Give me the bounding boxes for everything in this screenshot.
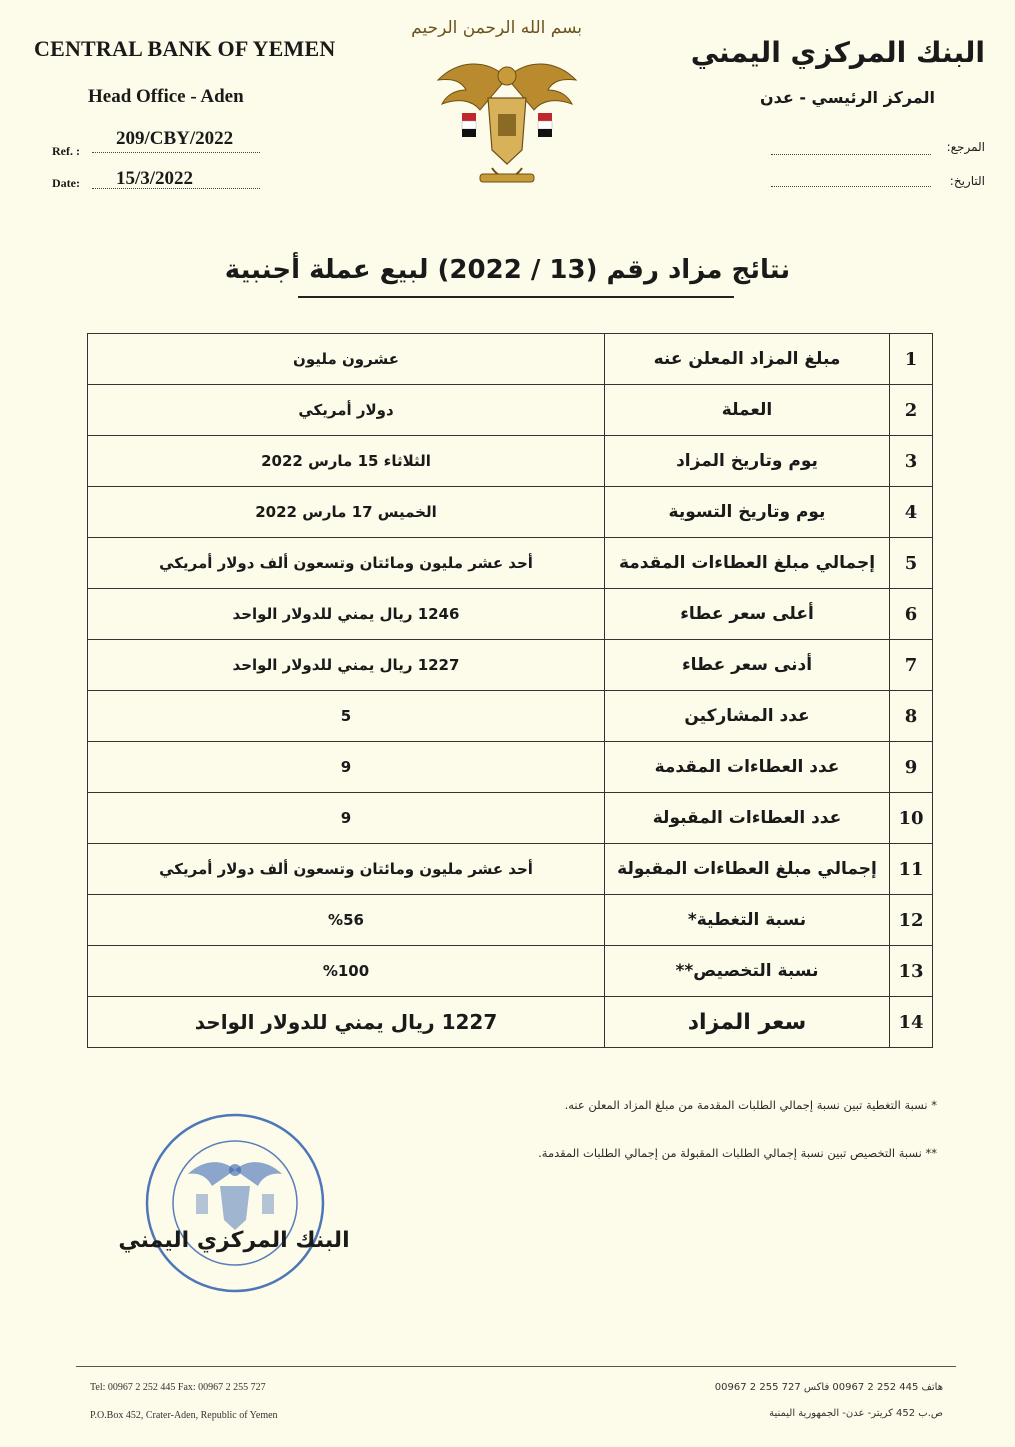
- row-number: 4: [890, 487, 933, 538]
- row-value: الخميس 17 مارس 2022: [88, 487, 605, 538]
- row-number: 8: [890, 691, 933, 742]
- row-label: يوم وتاريخ التسوية: [605, 487, 890, 538]
- row-value: 1227 ريال يمني للدولار الواحد: [88, 640, 605, 691]
- row-number: 5: [890, 538, 933, 589]
- row-label: أدنى سعر عطاء: [605, 640, 890, 691]
- footer-divider: [76, 1366, 956, 1367]
- office-arabic: المركز الرئيسي - عدن: [759, 88, 935, 107]
- row-number: 9: [890, 742, 933, 793]
- table-row: [88, 742, 933, 793]
- row-label: عدد المشاركين: [605, 691, 890, 742]
- row-value: 1227 ريال يمني للدولار الواحد: [88, 997, 605, 1048]
- table-row: [88, 436, 933, 487]
- yemen-emblem: [411, 18, 582, 208]
- footnote-coverage: * نسبة التغطية تبين نسبة إجمالي الطلبات المقدمة من مبلغ المزاد المعلن عنه.: [564, 1098, 937, 1112]
- footer-contact-arabic: هاتف 445 252 2 00967 فاكس 727 255 2 00967: [714, 1382, 943, 1393]
- eagle-emblem-icon: [411, 18, 582, 208]
- row-label: إجمالي مبلغ العطاءات المقبولة: [605, 844, 890, 895]
- stamp-text: البنك المركزي اليمني: [118, 1228, 350, 1253]
- row-value: %100: [88, 946, 605, 997]
- row-number: 2: [890, 385, 933, 436]
- row-number: 12: [890, 895, 933, 946]
- footer-contact-english: Tel: 00967 2 252 445 Fax: 00967 2 255 727: [90, 1382, 266, 1393]
- basmala-text: بسم الله الرحمن الرحيم: [411, 18, 582, 38]
- ref-label: Ref. :: [52, 144, 80, 158]
- row-number: 7: [890, 640, 933, 691]
- bank-name-arabic: البنك المركزي اليمني: [690, 36, 985, 69]
- ref-dotted-line-arabic: [771, 154, 931, 155]
- row-label: العملة: [605, 385, 890, 436]
- date-dotted-line-arabic: [771, 186, 931, 187]
- table-row: [88, 691, 933, 742]
- ref-label-arabic: المرجع:: [946, 140, 985, 154]
- row-number: 14: [890, 997, 933, 1048]
- row-value: 9: [88, 742, 605, 793]
- date-dotted-line: [92, 188, 260, 189]
- document-title: نتائج مزاد رقم (13 / 2022) لبيع عملة أجنبية: [224, 255, 791, 285]
- row-number: 11: [890, 844, 933, 895]
- row-value: عشرون مليون: [88, 334, 605, 385]
- ref-dotted-line: [92, 152, 260, 153]
- row-value: أحد عشر مليون ومائتان وتسعون ألف دولار أمريكي: [88, 844, 605, 895]
- row-value: 5: [88, 691, 605, 742]
- date-label: Date:: [52, 176, 80, 190]
- row-number: 1: [890, 334, 933, 385]
- table-row: [88, 946, 933, 997]
- auction-results-table: [87, 333, 933, 1048]
- row-value: 1246 ريال يمني للدولار الواحد: [88, 589, 605, 640]
- table-row: [88, 895, 933, 946]
- row-number: 6: [890, 589, 933, 640]
- row-label: سعر المزاد: [605, 997, 890, 1048]
- row-value: 9: [88, 793, 605, 844]
- office-english: Head Office - Aden: [88, 86, 244, 107]
- table-row: [88, 844, 933, 895]
- ref-value: 209/CBY/2022: [116, 128, 234, 149]
- footer-address-arabic: ص.ب 452 كريتر- عدن- الجمهورية اليمنية: [769, 1408, 943, 1419]
- row-label: نسبة التخصيص**: [605, 946, 890, 997]
- table-row: [88, 640, 933, 691]
- row-value: أحد عشر مليون ومائتان وتسعون ألف دولار أمريكي: [88, 538, 605, 589]
- row-label: مبلغ المزاد المعلن عنه: [605, 334, 890, 385]
- row-number: 10: [890, 793, 933, 844]
- table-row: [88, 487, 933, 538]
- row-number: 13: [890, 946, 933, 997]
- table-row: [88, 385, 933, 436]
- row-value: الثلاثاء 15 مارس 2022: [88, 436, 605, 487]
- row-label: أعلى سعر عطاء: [605, 589, 890, 640]
- row-label: يوم وتاريخ المزاد: [605, 436, 890, 487]
- table-row: [88, 589, 933, 640]
- row-number: 3: [890, 436, 933, 487]
- bank-name-english: CENTRAL BANK OF YEMEN: [34, 36, 336, 61]
- date-value: 15/3/2022: [116, 168, 194, 189]
- table-row: [88, 334, 933, 385]
- table-row: [88, 538, 933, 589]
- title-underline: [298, 296, 734, 298]
- footer-address-english: P.O.Box 452, Crater-Aden, Republic of Yemen: [90, 1410, 278, 1421]
- row-label: عدد العطاءات المقبولة: [605, 793, 890, 844]
- table-row: [88, 997, 933, 1048]
- row-label: عدد العطاءات المقدمة: [605, 742, 890, 793]
- row-label: نسبة التغطية*: [605, 895, 890, 946]
- footnote-allocation: ** نسبة التخصيص تبين نسبة إجمالي الطلبات المقبولة من إجمالي الطلبات المقدمة.: [538, 1146, 937, 1160]
- official-stamp-icon: [140, 1108, 330, 1298]
- row-label: إجمالي مبلغ العطاءات المقدمة: [605, 538, 890, 589]
- date-label-arabic: التاريخ:: [949, 174, 985, 188]
- table-row: [88, 793, 933, 844]
- row-value: %56: [88, 895, 605, 946]
- row-value: دولار أمريكي: [88, 385, 605, 436]
